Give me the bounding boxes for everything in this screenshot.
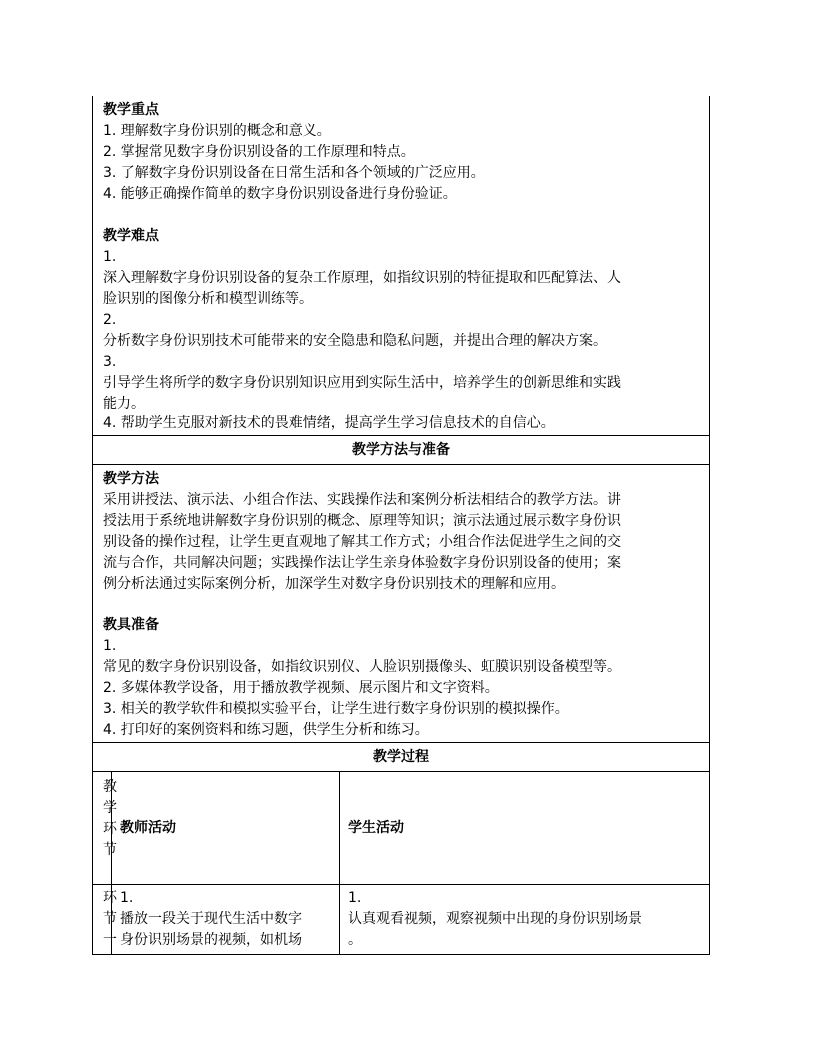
student-activity-line: 1. xyxy=(348,890,362,906)
difficulty-line: 脸识别的图像分析和模型训练等。 xyxy=(103,291,313,307)
row-divider xyxy=(92,771,710,772)
methods-heading: 教学方法 xyxy=(103,471,159,487)
methods-line: 流与合作，共同解决问题；实践操作法让学生亲身体验数字身份识别设备的使用；案 xyxy=(103,555,621,571)
methods-line: 例分析法通过实际案例分析，加深学生对数字身份识别技术的理解和应用。 xyxy=(103,576,565,592)
difficulty-line: 3. xyxy=(103,354,117,370)
difficulty-line: 能力。 xyxy=(103,396,145,412)
student-activity-line: 。 xyxy=(348,932,362,948)
teacher-activity-line: 身份识别场景的视频，如机场 xyxy=(120,932,302,948)
stage-cell-char: 节 xyxy=(103,911,117,927)
focus-heading: 教学重点 xyxy=(103,102,159,118)
stage-column-header xyxy=(93,772,117,884)
stage-cell-char: 一 xyxy=(103,932,117,948)
teacher-activity-cell xyxy=(112,885,339,954)
focus-item: 2. 掌握常见数字身份识别设备的工作原理和特点。 xyxy=(103,144,415,160)
methods-line: 别设备的操作过程，让学生更直观地了解其工作方式；小组合作法促进学生之间的交 xyxy=(103,534,621,550)
stage-header-char: 教 xyxy=(103,779,117,795)
difficulty-line: 1. xyxy=(103,249,117,265)
difficulty-line: 深入理解数字身份识别设备的复杂工作原理，如指纹识别的特征提取和匹配算法、人 xyxy=(103,270,621,286)
difficulty-line: 分析数字身份识别技术可能带来的安全隐患和隐私问题，并提出合理的解决方案。 xyxy=(103,333,607,349)
table-right-border xyxy=(709,96,710,955)
tools-line: 常见的数字身份识别设备，如指纹识别仪、人脸识别摄像头、虹膜识别设备模型等。 xyxy=(103,659,621,675)
tools-line: 1. xyxy=(103,638,117,654)
difficulty-line: 引导学生将所学的数字身份识别知识应用到实际生活中，培养学生的创新思维和实践 xyxy=(103,375,621,391)
student-activity-line: 认真观看视频，观察视频中出现的身份识别场景 xyxy=(348,911,642,927)
stage-cell-char: 环 xyxy=(103,890,117,906)
row-divider xyxy=(92,464,710,465)
tools-line: 4. 打印好的案例资料和练习题，供学生分析和练习。 xyxy=(103,722,429,738)
stage-header-char: 环 xyxy=(103,821,117,837)
tools-line: 3. 相关的教学软件和模拟实验平台，让学生进行数字身份识别的模拟操作。 xyxy=(103,701,569,717)
difficulty-line: 2. xyxy=(103,312,117,328)
student-activity-header: 学生活动 xyxy=(348,820,404,836)
tools-heading: 教具准备 xyxy=(103,617,159,633)
teacher-activity-line: 播放一段关于现代生活中数字 xyxy=(120,911,302,927)
stage-header-char: 节 xyxy=(103,842,117,858)
teacher-activity-header: 教师活动 xyxy=(120,820,176,836)
stage-cell xyxy=(93,885,117,954)
focus-item: 1. 理解数字身份识别的概念和意义。 xyxy=(103,123,331,139)
focus-item: 3. 了解数字身份识别设备在日常生活和各个领域的广泛应用。 xyxy=(103,165,485,181)
row-divider xyxy=(92,435,710,436)
methods-line: 采用讲授法、演示法、小组合作法、实践操作法和案例分析法相结合的教学方法。讲 xyxy=(103,492,621,508)
tools-line: 2. 多媒体教学设备，用于播放教学视频、展示图片和文字资料。 xyxy=(103,680,499,696)
teacher-activity-line: 1. xyxy=(120,890,134,906)
difficulty-heading: 教学难点 xyxy=(103,228,159,244)
student-activity-cell xyxy=(340,885,709,954)
row-divider xyxy=(92,742,710,743)
methods-section-title: 教学方法与准备 xyxy=(352,442,450,458)
table-bottom-border xyxy=(92,954,710,955)
stage-header-char: 学 xyxy=(103,800,117,816)
process-title: 教学过程 xyxy=(373,749,429,765)
focus-item: 4. 能够正确操作简单的数字身份识别设备进行身份验证。 xyxy=(103,186,457,202)
methods-line: 授法用于系统地讲解数字身份识别的概念、原理等知识；演示法通过展示数字身份识 xyxy=(103,513,621,529)
difficulty-line: 4. 帮助学生克服对新技术的畏难情绪，提高学生学习信息技术的自信心。 xyxy=(103,415,555,431)
